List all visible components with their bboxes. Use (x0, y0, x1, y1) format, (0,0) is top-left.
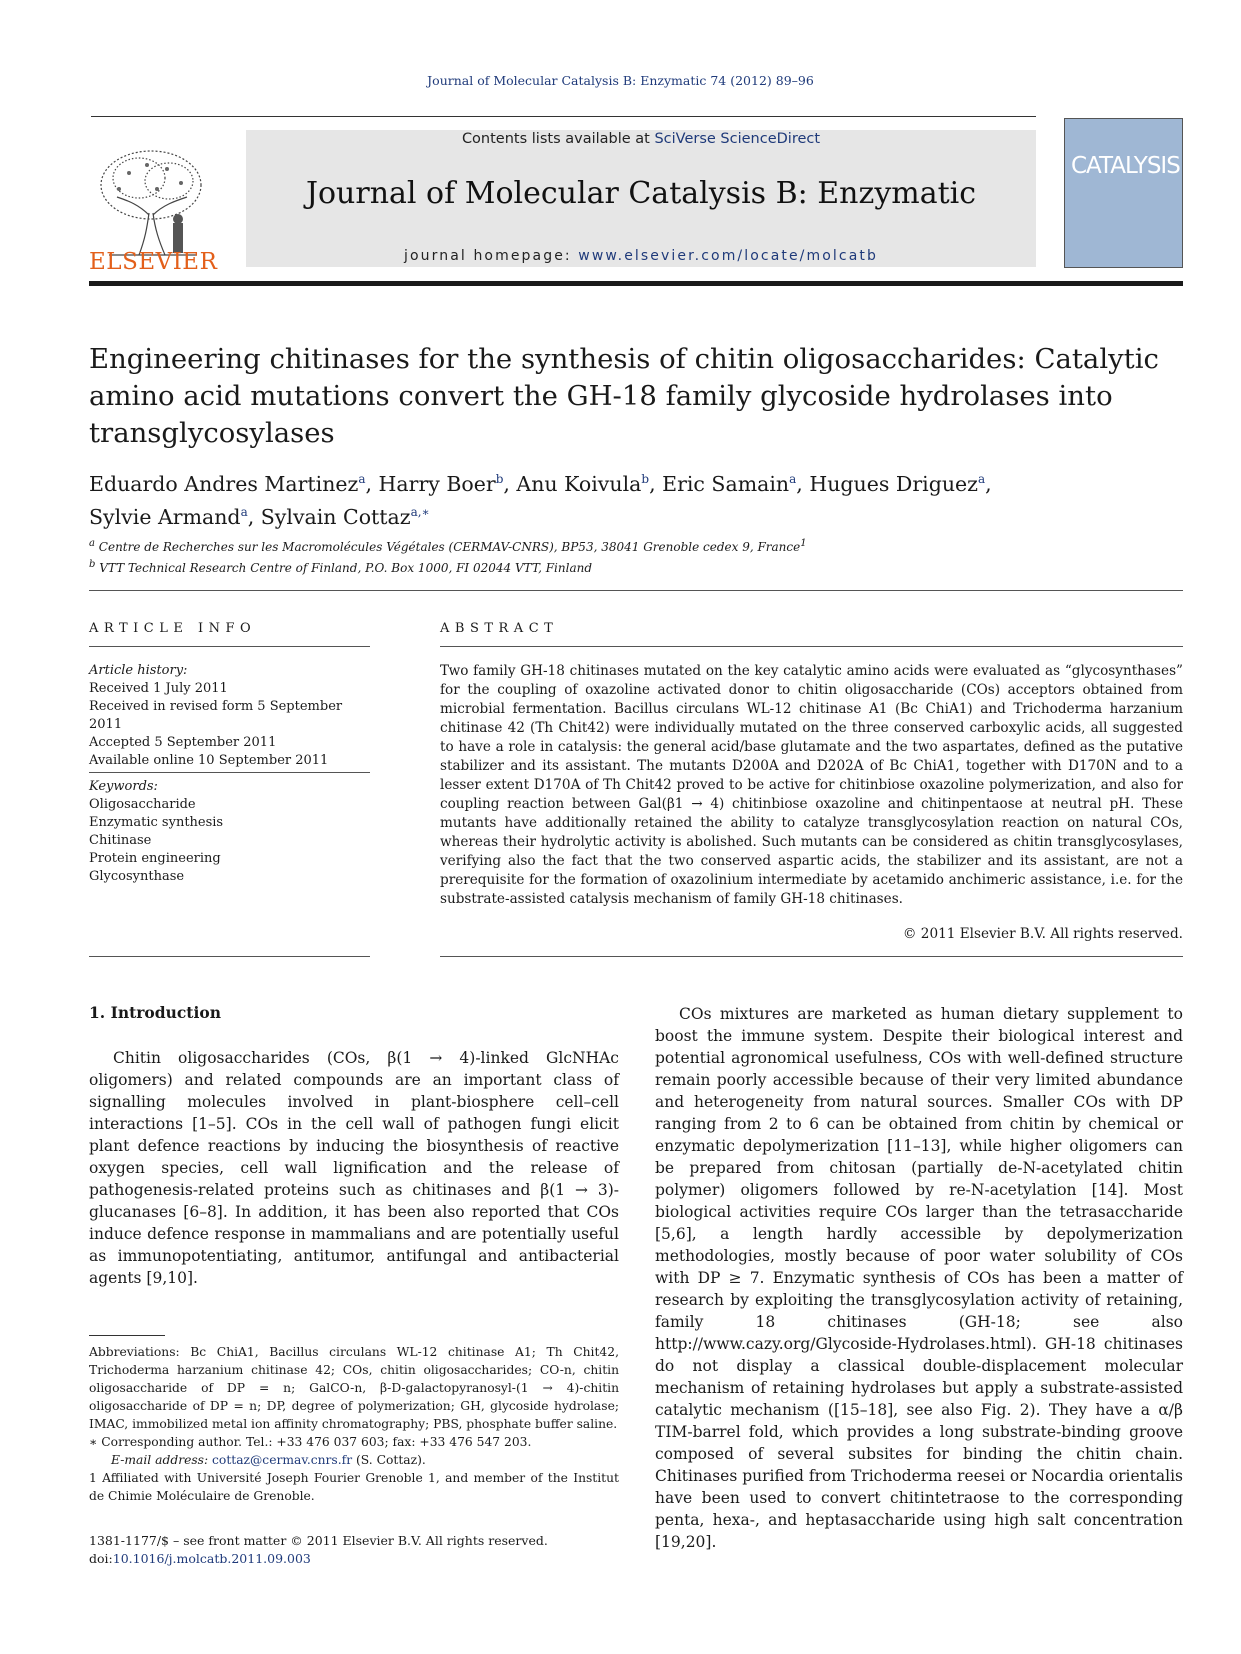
journal-cover-thumbnail[interactable] (1064, 118, 1183, 268)
footnote-rule (89, 1335, 165, 1336)
author-affiliation-marker[interactable]: b (641, 472, 650, 486)
abbreviations-footnote: Abbreviations: Bc ChiA1, Bacillus circulans WL-12 chitinase A1; Th Chit42, Trichoderma harzanium chitinase 42; COs, chitin oligosaccharides; CO-n, chitin oligosaccharide of DP = n; GalCO-n, β-D-galactopyranosyl-(1 → 4)-chitin oligosaccharide of DP = n; DP, degree of polymerization; GH, glycoside hydrolase; IMAC, immobilized metal ion affinity chromatography; PBS, phosphate buffer saline. (89, 1345, 619, 1431)
affiliation-rule (89, 590, 1183, 591)
author-name: Sylvain Cottaz (260, 504, 411, 529)
author-name: Sylvie Armand (89, 504, 241, 529)
introduction-paragraph: COs mixtures are marketed as human dietary supplement to boost the immune system. Despite their biological interest and potential agronomical usefulness, COs with well-defined structure remain poorly accessible because of their very limited abundance and heterogeneity from natural sources. Smaller COs with DP ranging from 2 to 6 can be obtained from chitin by chemical or enzymatic depolymerization [11–13], while higher oligomers can be prepared from chitosan (partially de-N-acetylated chitin polymer) oligomers followed by re-N-acetylation [14]. Most biological activities require COs larger than the tetrasaccharide [5,6], a length hardly accessible by depolymerization methodologies, mostly because of poor water solubility of COs with DP ≥ 7. Enzymatic synthesis of COs has been a matter of research by exploiting the transglycosylation activity of retaining, family 18 chitinases (GH-18; see also http://www.cazy.org/Glycoside-Hydrolases.html). GH-18 chitinases do not display a classical double-displacement molecular mechanism of retaining hydrolases but apply a substrate-assisted catalytic mechanism ([15–18], see also Fig. 2). They have a α/β TIM-barrel fold, which provides a long substrate-binding groove composed of several subsites for binding the chitin chain. Chitinases purified from Trichoderma reesei or Nocardia orientalis have been used to convert chitintetraose to the corresponding penta, hexa-, and heptasaccharide using high salt concentration [19,20]. (655, 1005, 1183, 1551)
contents-line (246, 131, 1036, 147)
introduction-heading: 1. Introduction (89, 1003, 221, 1022)
header-thick-rule (89, 281, 1183, 286)
homepage-line (246, 248, 1036, 264)
issn-line: 1381-1177/$ – see front matter © 2011 Elsevier B.V. All rights reserved. (89, 1533, 548, 1548)
article-history (89, 662, 370, 770)
homepage-prefix: journal homepage: (404, 248, 579, 264)
author-name: Hugues Driguez (809, 471, 978, 496)
author (379, 472, 504, 496)
keyword: Enzymatic synthesis (89, 815, 224, 830)
top-rule (91, 116, 1036, 117)
info-rule (89, 646, 370, 647)
introduction-paragraph: Chitin oligosaccharides (COs, β(1 → 4)-linked GlcNHAc oligomers) and related compounds are an important class of signalling molecules involved in plant-biosphere cell–cell interactions [1–5]. COs in the cell wall of pathogen fungi elicit plant defence reactions by inducing the biosynthesis of reactive oxygen species, cell wall lignification and the release of pathogenesis-related proteins such as chitinases and β(1 → 3)-glucanases [6–8]. In addition, it has been also reported that COs induce defence response in mammalians and are potentially useful as immunopotentiating, antitumor, antifungal and antibacterial agents [9,10]. (89, 1049, 619, 1287)
doi-line (89, 1550, 548, 1568)
journal-reference[interactable]: Journal of Molecular Catalysis B: Enzymatic 74 (2012) 89–96 (427, 73, 814, 88)
author-name: Eric Samain (662, 471, 790, 496)
affiliation-footnote-marker[interactable]: 1 (800, 538, 807, 549)
sciencedirect-link[interactable]: SciVerse ScienceDirect (654, 131, 821, 147)
info-rule (89, 956, 370, 957)
keyword: Oligosaccharide (89, 797, 196, 812)
email-footnote (89, 1451, 619, 1469)
affiliation (89, 535, 1183, 556)
history-item: Received 1 July 2011 (89, 681, 228, 696)
author-affiliation-marker[interactable]: b (495, 472, 504, 486)
publisher-name: ELSEVIER (89, 249, 218, 275)
author-affiliation-marker[interactable]: a (240, 504, 248, 519)
abstract-copyright: © 2011 Elsevier B.V. All rights reserved. (902, 926, 1183, 942)
history-label: Article history: (89, 663, 188, 678)
front-matter (89, 1532, 548, 1568)
info-rule (89, 772, 370, 773)
doi-label: doi: (89, 1551, 113, 1566)
keyword: Glycosynthase (89, 869, 185, 884)
author (89, 472, 366, 496)
cover-title: CATALYSIS (1071, 153, 1180, 179)
history-item: Received in revised form 5 September 2011 (89, 699, 343, 732)
contents-prefix: Contents lists available at (461, 131, 655, 147)
doi-link[interactable]: 10.1016/j.molcatb.2011.09.003 (112, 1551, 311, 1566)
author (809, 472, 985, 496)
abstract-rule (440, 646, 1183, 647)
keyword: Chitinase (89, 833, 152, 848)
affiliation-label: b (89, 559, 96, 570)
author-affiliation-marker[interactable]: a (789, 472, 797, 486)
abstract-text: Two family GH-18 chitinases mutated on the key catalytic amino acids were evaluated as “glycosynthases” for the coupling of oxazoline activated donor to chitin oligosaccharide (COs) acceptors obtained from microbial fermentation. Bacillus circulans WL-12 chitinase A1 (Bc ChiA1) and Trichoderma harzanium chitinase 42 (Th Chit42) were individually mutated on the three conserved carboxylic acids, all suggested to have a role in catalysis: the general acid/base glutamate and the two aspartates, defined as the putative stabilizer and its assistant. The mutants D200A and D202A of Bc ChiA1, together with D170N and to a lesser extent D170A of Th Chit42 proved to be active for chitinbiose oxazoline polymerization, and also for coupling reaction between Gal(β1 → 4) chitinbiose oxazoline and chitinpentaose at neutral pH. These mutants have additionally retained the ability to catalyze transglycosylation reaction on natural COs, whereas their hydrolytic activity is abolished. Such mutants can be considered as chitin transglycosylases, verifying also the fact that the two conserved aspartic acids, the stabilizer and its assistant, are not a prerequisite for the formation of oxazolinium intermediate by acetamido anchimeric assistance, i.e. for the substrate-assisted catalysis mechanism of family GH-18 chitinases. (440, 663, 1183, 907)
history-item: Accepted 5 September 2011 (89, 735, 277, 750)
history-item: Available online 10 September 2011 (89, 753, 329, 768)
author-affiliation-marker[interactable]: a (358, 472, 366, 486)
author-list: Eduardo Andres Martinez$^a$, Harry Boer$^b$, Anu Koivula$^b$, Eric Samain$^a$, Hugues Driguez$^a$, Sylvie Armand$^a$, Sylvain Cottaz$^{a,∗}$ (89, 471, 992, 529)
homepage-link[interactable]: www.elsevier.com/locate/molcatb (578, 248, 878, 264)
author-name: Eduardo Andres Martinez (89, 471, 359, 496)
abstract-rule (440, 956, 1183, 957)
keywords (89, 778, 370, 886)
author-name: Anu Koivula (516, 471, 642, 496)
corresponding-author-footnote: ∗ Corresponding author. Tel.: +33 476 037 603; fax: +33 476 547 203. (89, 1435, 532, 1449)
keyword: Protein engineering (89, 851, 221, 866)
author (516, 472, 649, 496)
keywords-label: Keywords: (89, 779, 158, 794)
abstract-heading: ABSTRACT (440, 621, 559, 636)
email-link[interactable]: cottaz@cermav.cnrs.fr (212, 1453, 353, 1467)
author-name: Harry Boer (378, 471, 496, 496)
footnotes (89, 1343, 619, 1505)
affiliation-text: Centre de Recherches sur les Macromolécules Végétales (CERMAV-CNRS), BP53, 38041 Grenoble cedex 9, France (94, 540, 801, 554)
affiliation-footnote: 1 Affiliated with Université Joseph Fourier Grenoble 1, and member of the Institut de Chimie Moléculaire de Grenoble. (89, 1471, 619, 1503)
author-affiliation-marker[interactable]: a (977, 472, 986, 486)
author (89, 505, 248, 529)
email-label: E-mail address: (111, 1453, 213, 1467)
affiliation-text: VTT Technical Research Centre of Finland, P.O. Box 1000, FI 02044 VTT, Finland (95, 561, 593, 575)
author (261, 505, 430, 529)
article-info-heading: ARTICLE INFO (89, 621, 257, 636)
article-title: Engineering chitinases for the synthesis of chitin oligosaccharides: Catalytic amino acid mutations convert the GH-18 family glycoside hydrolases into transglycosylases (89, 343, 1159, 449)
author (662, 472, 796, 496)
email-suffix: (S. Cottaz). (352, 1453, 426, 1467)
banner-journal-name: Journal of Molecular Catalysis B: Enzymatic (305, 176, 977, 211)
author-affiliation-marker[interactable]: a,∗ (410, 504, 430, 519)
affiliations (89, 535, 1183, 577)
affiliation (89, 556, 1183, 577)
affiliation-label: a (89, 538, 95, 549)
